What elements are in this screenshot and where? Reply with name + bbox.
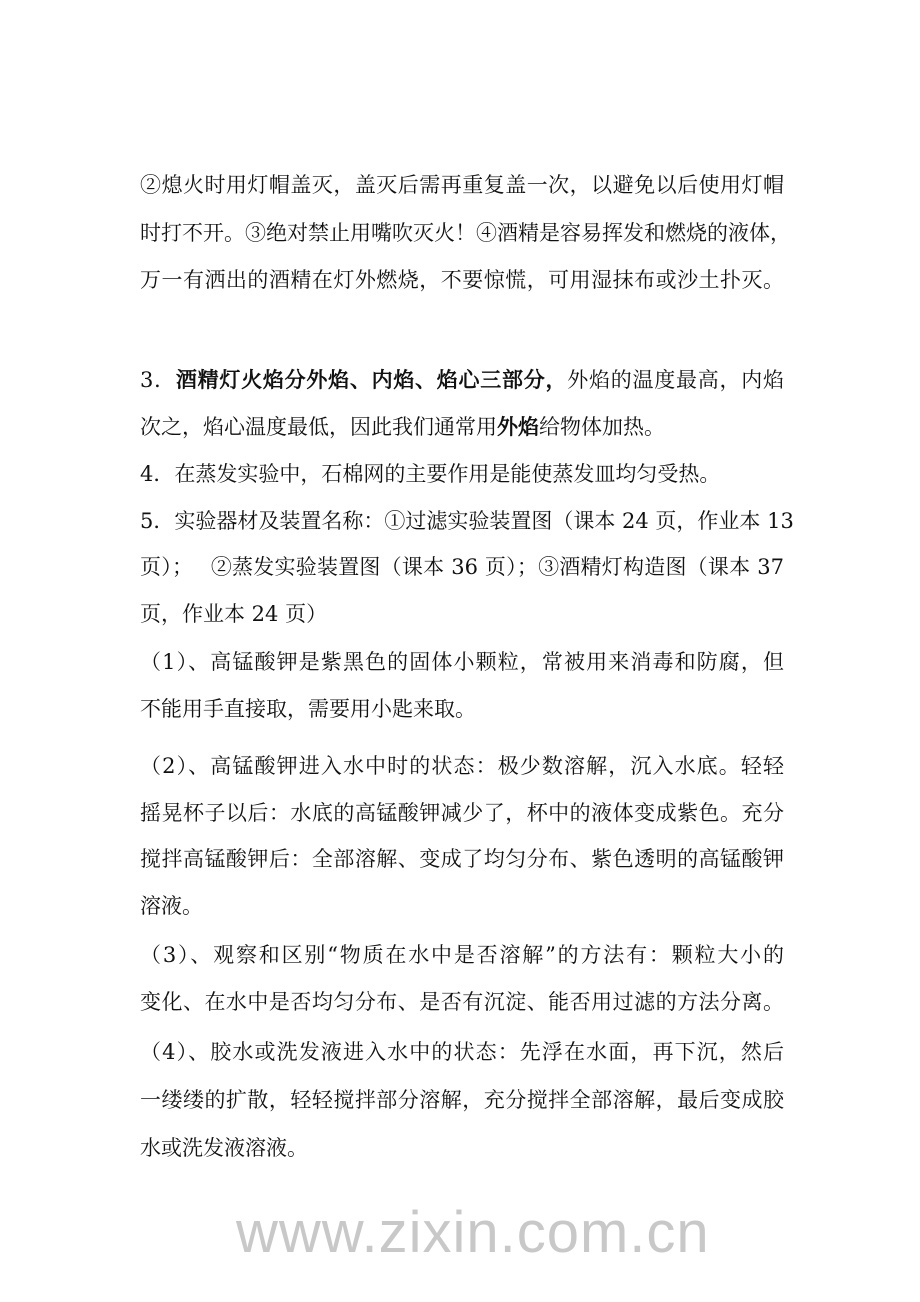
- text-line: [140, 1086, 784, 1114]
- text-line: [140, 266, 784, 294]
- text-segment: （2）、高锰酸钾进入水中时的状态：极少数溶解，沉入水底。轻轻: [140, 754, 784, 778]
- text-segment: 次之，焰心温度最低，因此我们通常用: [140, 415, 497, 439]
- text-line: [140, 1134, 784, 1162]
- text-segment: 水或洗发液溶液。: [140, 1136, 308, 1160]
- text-segment: 时打不开。③绝对禁止用嘴吹灭火！④酒精是容易挥发和燃烧的液体，: [140, 221, 791, 245]
- text-line: [140, 799, 784, 827]
- text-segment: （4）、胶水或洗发液进入水中的状态：先浮在水面，再下沉，然后: [140, 1040, 784, 1064]
- text-line: [140, 648, 784, 676]
- text-segment: （3）、观察和区别“物质在水中是否溶解”的方法有：颗粒大小的: [140, 943, 784, 967]
- text-line: [140, 600, 784, 628]
- text-segment: 变化、在水中是否均匀分布、是否有沉淀、能否用过滤的方法分离。: [140, 990, 784, 1014]
- text-line: [140, 892, 784, 920]
- text-segment: 页，作业本 24 页）: [140, 602, 328, 626]
- text-line: [140, 219, 791, 247]
- text-segment: 给物体加热。: [539, 415, 665, 439]
- text-segment: 一缕缕的扩散，轻轻搅拌部分溶解，充分搅拌全部溶解，最后变成胶: [140, 1088, 784, 1112]
- text-segment: （1）、高锰酸钾是紫黑色的固体小颗粒，常被用来消毒和防腐，但: [140, 650, 784, 674]
- text-line: [140, 752, 784, 780]
- text-line: [140, 1038, 784, 1066]
- text-segment: 4．在蒸发实验中，石棉网的主要作用是能使蒸发皿均匀受热。: [140, 462, 721, 486]
- text-line: [140, 695, 784, 723]
- text-segment: 页）； ②蒸发实验装置图（课本 36 页）；③酒精灯构造图（课本 37: [140, 555, 784, 579]
- text-line: [140, 553, 784, 581]
- text-line: [140, 845, 784, 873]
- text-line: [140, 413, 784, 441]
- text-segment: 万一有洒出的酒精在灯外燃烧，不要惊慌，可用湿抹布或沙土扑灭。: [140, 268, 784, 292]
- text-segment: 不能用手直接取，需要用小匙来取。: [140, 697, 476, 721]
- text-line: [140, 460, 784, 488]
- bold-text: 酒精灯火焰分外焰、内焰、焰心三部分，: [175, 368, 568, 392]
- text-line: [140, 941, 784, 969]
- text-segment: 5．实验器材及装置名称：①过滤实验装置图（课本 24 页，作业本 13: [140, 509, 794, 533]
- text-segment: 3．: [140, 368, 176, 392]
- text-segment: 搅拌高锰酸钾后：全部溶解、变成了均匀分布、紫色透明的高锰酸钾: [140, 847, 784, 871]
- text-line: [140, 171, 784, 199]
- watermark: www.zixin.com.cn: [236, 1200, 710, 1265]
- text-line: [140, 366, 784, 394]
- text-line: [140, 507, 794, 535]
- bold-text: 外焰: [497, 415, 539, 439]
- text-segment: 摇晃杯子以后：水底的高锰酸钾减少了，杯中的液体变成紫色。充分: [140, 801, 784, 825]
- text-segment: 外焰的温度最高，内焰: [567, 368, 784, 392]
- text-line: [140, 988, 784, 1016]
- text-segment: ②熄火时用灯帽盖灭，盖灭后需再重复盖一次，以避免以后使用灯帽: [140, 173, 784, 197]
- text-segment: 溶液。: [140, 894, 203, 918]
